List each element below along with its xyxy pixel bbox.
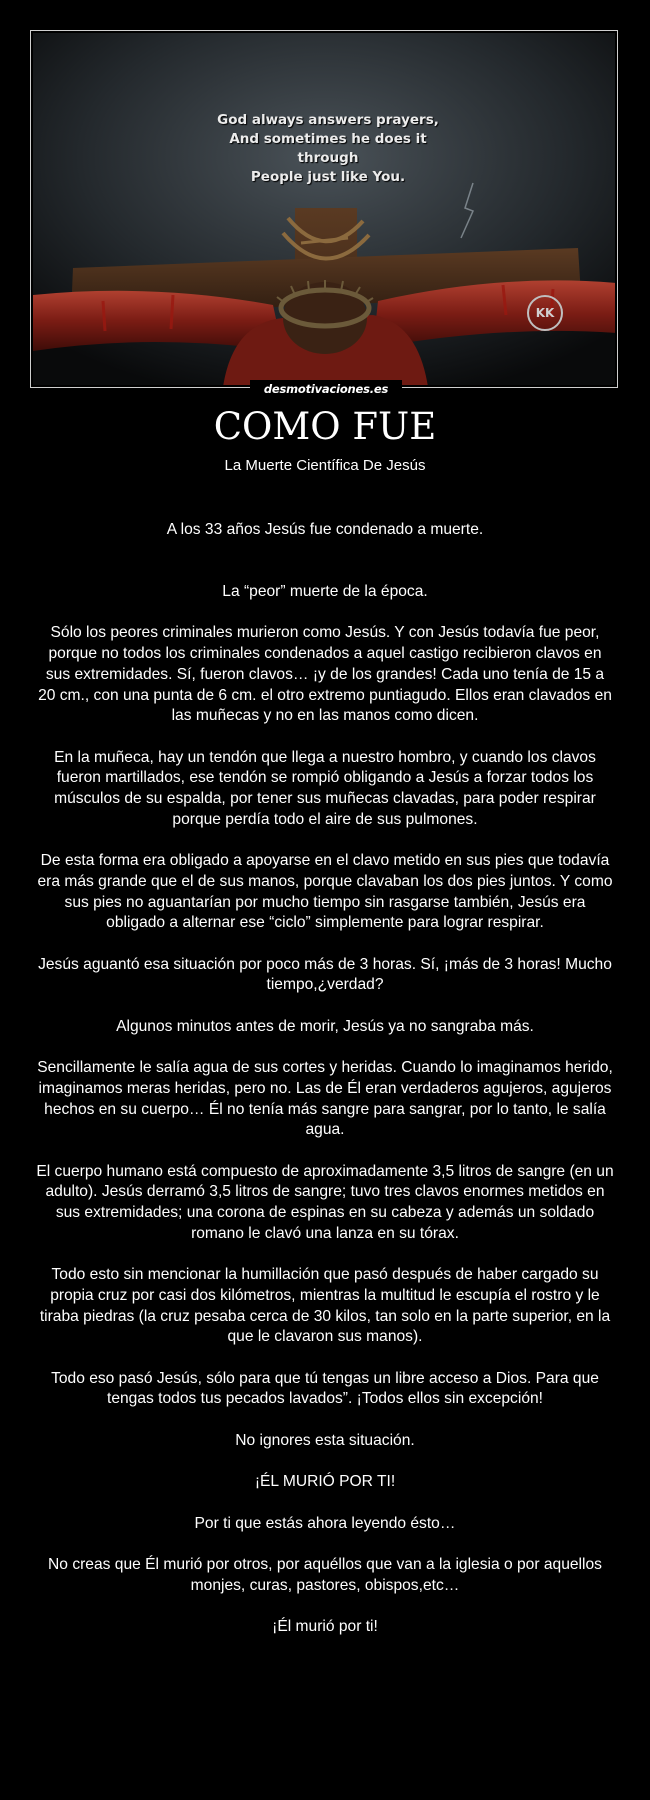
paragraph: No creas que Él murió por otros, por aquéllos que van a la iglesia o por aquellos monjes, curas, pastores, obispos,etc… (48, 1555, 602, 1594)
site-watermark[interactable]: desmotivaciones.es (250, 380, 402, 398)
paragraph: ¡Él murió por ti! (272, 1618, 378, 1636)
crucifixion-illustration (33, 33, 615, 385)
poster-frame (30, 30, 618, 388)
paragraph: En la muñeca, hay un tendón que llega a nuestro hombro, y cuando los clavos fueron martillados, ese tendón se rompió obligando a Jesús a forzar todos los músculos de su espalda, por tener sus muñecas clavadas, para poder respirar porque perdía todo el aire de sus pulmones. (54, 748, 596, 828)
page-subtitle: La Muerte Científica De Jesús (224, 457, 426, 474)
paragraph: El cuerpo humano está compuesto de aproximadamente 3,5 litros de sangre (en un adulto). Jesús derramó 3,5 litros de sangre; tuvo tres clavos enormes metidos en sus extremidades; una corona de espinas en su cabeza y además un soldado romano le clavó una lanza en su tórax. (36, 1162, 614, 1242)
article-body (36, 520, 614, 1638)
paragraph: A los 33 años Jesús fue condenado a muerte. (166, 521, 484, 538)
paragraph: No ignores esta situación. (235, 1431, 415, 1449)
paragraph: De esta forma era obligado a apoyarse en el clavo metido en sus pies que todavía era más grande que el de sus manos, porque clavaban los dos pies juntos. Y como sus pies no aguantarían por mucho tiempo sin rasgarse también, Jesús era obligado a alternar ese “ciclo” simplemente para lograr respirar. (37, 852, 613, 932)
paragraph: Sólo los peores criminales murieron como Jesús. Y con Jesús todavía fue peor, porque no todos los criminales condenados a aquel castigo recibieron clavos en sus extremidades. Sí, fueron clavos… ¡y de los grandes! Cada uno tenía de 15 a 20 cm., con una punta de 6 cm. el otro extremo puntiagudo. Ellos eran clavados en las muñecas y no en las manos como dicen. (38, 624, 612, 725)
page-title: COMO FUE (213, 405, 437, 448)
quote-line: People just like You. (250, 169, 406, 185)
paragraph: Por ti que estás ahora leyendo ésto… (194, 1514, 456, 1532)
paragraph: Algunos minutos antes de morir, Jesús ya no sangraba más. (116, 1017, 534, 1035)
kk-logo: KK (527, 295, 563, 331)
paragraph: Sencillamente le salía agua de sus cortes y heridas. Cuando lo imaginamos herido, imaginamos meras heridas, pero no. Las de Él eran verdaderos agujeros, agujeros hechos en su cuerpo… Él no tenía más sangre para sangrar, por lo tanto, le salía agua. (37, 1059, 613, 1139)
paragraph: Todo eso pasó Jesús, sólo para que tú tengas un libre acceso a Dios. Para que tengas todos tus pecados lavados”. ¡Todos ellos sin excepción! (51, 1369, 599, 1408)
poster-quote (203, 111, 453, 187)
paragraph: Todo esto sin mencionar la humillación que pasó después de haber cargado su propia cruz por casi dos kilómetros, mientras la multitud le escupía el rostro y le tiraba piedras (la cruz pesaba cerca de 30 kilos, tan solo en la parte superior, en la que le clavaron sus manos). (39, 1266, 611, 1346)
quote-line: God always answers prayers, (217, 112, 439, 128)
paragraph: La “peor” muerte de la época. (222, 583, 428, 601)
crucifixion-photo (33, 33, 615, 385)
quote-line: And sometimes he does it through (229, 131, 427, 166)
paragraph: ¡ÉL MURIÓ POR TI! (254, 1473, 396, 1491)
paragraph: Jesús aguantó esa situación por poco más de 3 horas. Sí, ¡más de 3 horas! Mucho tiempo,¿verdad? (38, 955, 612, 994)
